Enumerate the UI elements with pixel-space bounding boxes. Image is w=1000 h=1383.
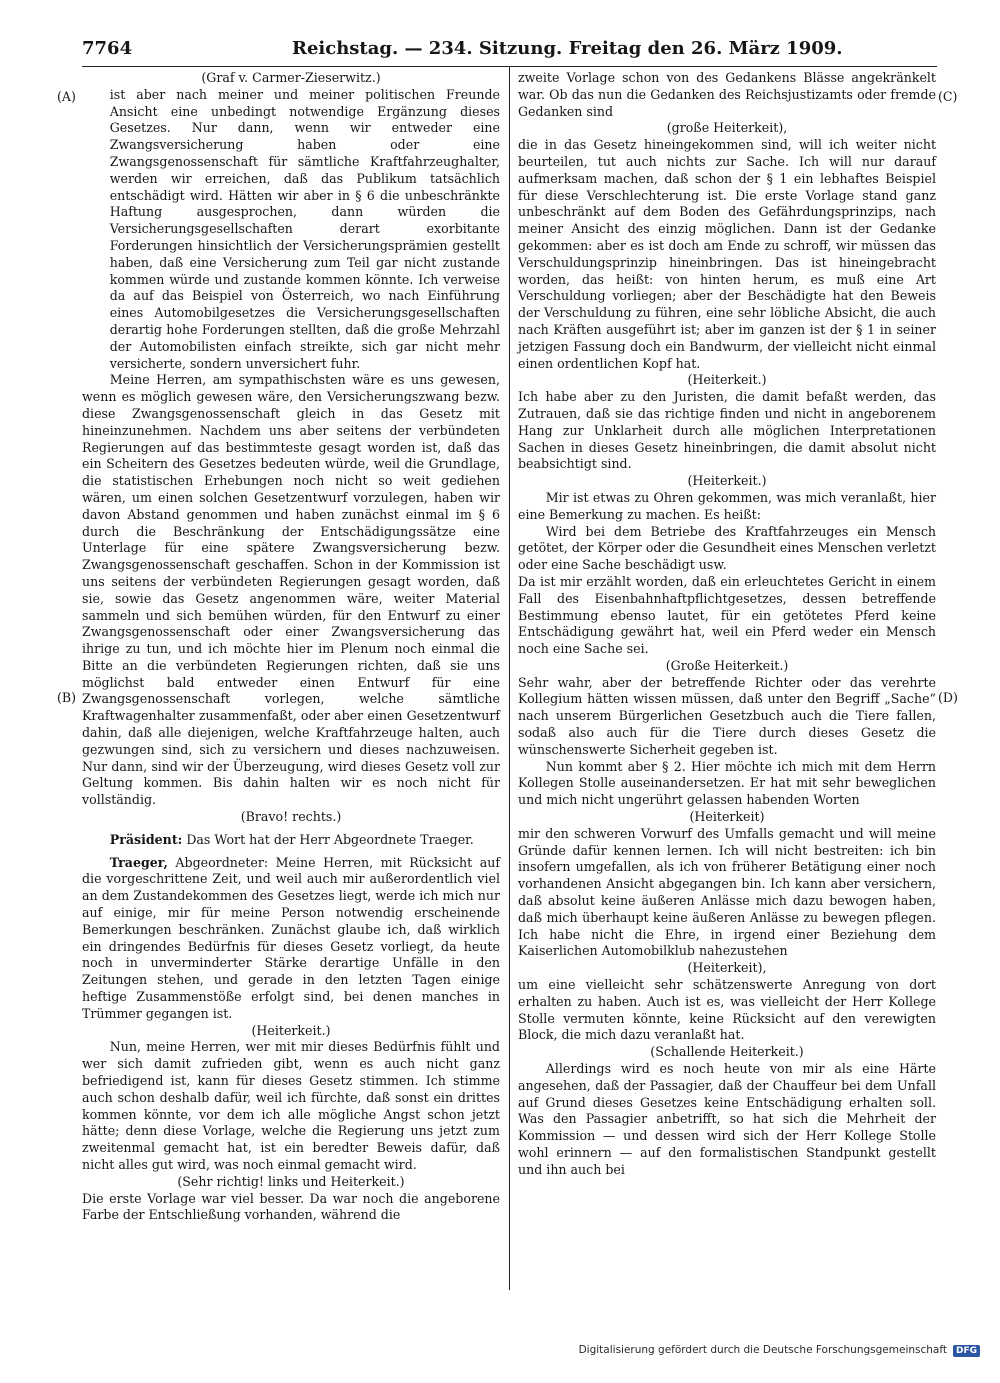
paragraph xyxy=(518,658,936,675)
footer xyxy=(579,1344,980,1357)
column-rule xyxy=(509,66,510,1290)
margin-marker-b: (B) xyxy=(57,690,77,705)
paragraph xyxy=(518,675,936,759)
paragraph xyxy=(82,1174,500,1191)
paragraph-text: um eine vielleicht sehr schätzenswerte Anregung von dort erhalten zu haben. Auch ist es, was vielleicht der Herr Kollege Stolle vermuten könnte, keine Rücksicht auf den verewigten Block, die mich dazu veranlaßt hat. xyxy=(518,977,936,1043)
paragraph xyxy=(82,1039,500,1173)
paragraph-text: Die erste Vorlage war viel besser. Da war noch die angeborene Farbe der Entschließung vorhanden, während die xyxy=(82,1190,500,1223)
paragraph xyxy=(518,960,936,977)
paragraph-text: die in das Gesetz hineingekommen sind, will ich weiter nicht beurteilen, tut auch nichts zur Sache. Ich will nur darauf aufmerksam machen, daß schon der § 1 ein lebhaftes Beispiel für diese Verschlechterung ist. Die erste Vorlage stand ganz unbeschränkt auf dem Boden des Gefährdungsprinzips, nach meiner Ansicht des einzig möglichen. Dann ist der Gedanke gekommen: aber es ist doch am Ende zu schroff, wir müssen das Verschuldungsprinzip hineinbringen. Das ist hineingebracht worden, das heißt: von hinten herum, es muß eine Art Verschuldung vorliegen; aber der Beschädigte hat den Beweis der Verschuldung zu führen, eine sehr löbliche Absicht, die auch nach Kräften ausgeführt ist; aber im ganzen ist der § 1 in seiner jetzigen Fassung doch ein Bandwurm, der vielleicht nicht einmal einen ordentlichen Kopf hat. xyxy=(518,137,936,371)
paragraph xyxy=(518,137,936,372)
page-header xyxy=(82,38,937,64)
paragraph-text: (Heiterkeit), xyxy=(687,960,767,976)
paragraph-text: (Bravo! rechts.) xyxy=(240,809,342,825)
paragraph xyxy=(82,70,500,87)
paragraph-text: mir den schweren Vorwurf des Umfalls gemacht und will meine Gründe dafür kennen lernen. Ich will nicht bestreiten: ich bin insofern umgefallen, als ich von früherer Betätigung einer noch vorhandenen Ansicht abgegangen bin. Ich kann aber versichern, daß absolut keine äußeren Anlässe mich dazu bewogen haben, daß mich überhaupt keine äußeren Anlässe zu bewegen pflegen. Ich habe nicht die Ehre, in irgend einer Beziehung dem Kaiserlichen Automobilklub nahezustehen xyxy=(518,825,936,959)
paragraph xyxy=(518,1061,936,1179)
paragraph-text: Nun, meine Herren, wer mit mir dieses Bedürfnis fühlt und wer sich damit zufrieden gibt, wenn es auch nicht ganz befriedigend ist, kann für dieses Gesetz stimmen. Ich stimme auch schon deshalb dafür, weil ich fürchte, daß sonst ein drittes kommen könnte, vor dem ich alle mögliche Angst schon jetzt hätte; denn diese Vorlage, welche die Regierung uns jetzt zum zweitenmal gemacht hat, ist ein beredter Beweis dafür, daß nicht alles gut wird, was noch einmal gemacht wird. xyxy=(82,1039,500,1172)
paragraph-text: (Heiterkeit.) xyxy=(687,372,767,388)
paragraph xyxy=(82,809,500,826)
paragraph-text: Das Wort hat der Herr Abgeordnete Traeger. xyxy=(182,831,474,847)
paragraph xyxy=(82,87,500,373)
paragraph xyxy=(518,389,936,473)
dfg-logo: DFG xyxy=(953,1345,980,1357)
paragraph xyxy=(518,70,936,120)
paragraph-text: Allerdings wird es noch heute von mir als eine Härte angesehen, daß der Passagier, daß der Chauffeur bei dem Unfall auf Grund dieses Gesetzes keine Entschädigung erhalten soll. Was den Passagier anbetrifft, so hat sich die Mehrheit der Kommission — und dessen wird sich der Herr Kollege Stolle wohl erinnern — auf den formalistischen Standpunkt gestellt und ihn auch bei xyxy=(518,1061,936,1177)
margin-marker-a: (A) xyxy=(57,89,76,104)
paragraph xyxy=(518,826,936,960)
paragraph-text: zweite Vorlage schon von des Gedankens Blässe angekränkelt war. Ob das nun die Gedanken des Reichsjustizamts oder fremde Gedanken sind xyxy=(518,70,936,119)
paragraph-text: (große Heiterkeit), xyxy=(666,120,788,136)
paragraph-text: (Sehr richtig! links und Heiterkeit.) xyxy=(177,1173,405,1189)
paragraph-text: (Große Heiterkeit.) xyxy=(665,657,789,673)
paragraph-text: Da ist mir erzählt worden, daß ein erleuchtetes Gericht in einem Fall des Eisenbahnhaftpflichtgesetzes, dessen betreffende Bestimmung ebenso lautet, für ein getötetes Pferd keine Entschädigung gewährt hat, weil ein Pferd weder ein Mensch noch eine Sache sei. xyxy=(518,573,936,657)
paragraph-text: Wird bei dem Betriebe des Kraftfahrzeuges ein Mensch getötet, der Körper oder die Gesundheit eines Menschen verletzt oder eine Sache beschädigt usw. xyxy=(518,523,936,573)
paragraph-text: Meine Herren, am sympathischsten wäre es uns gewesen, wenn es möglich gewesen wäre, den Versicherungszwang bezw. diese Zwangsgenossenschaft gleich in das Gesetz mit hineinzunehmen. Nachdem uns aber seitens der verbündeten Regierungen auf das bestimmteste gesagt worden ist, daß das ein Scheitern des Gesetzes bedeuten würde, weil die Grundlage, die statistischen Erhebungen noch nicht so weit gediehen wären, um einen solchen Gesetzentwurf vorzulegen, haben wir davon Abstand genommen und haben zunächst einmal im § 6 durch die Beschränkung der Entschädigungssätze eine Unterlage für eine spätere Zwangsversicherung bezw. Zwangsgenossenschaft geschaffen. Schon in der Kommission ist uns seitens der verbündeten Regierungen gesagt worden, daß sie, sowie das Gesetz angenommen wäre, weiter Material sammeln und sich bemühen würden, für den Entwurf zu einer Zwangsgenossenschaft oder einer Zwangsversicherung das ihrige zu tun, und ich möchte hier im Plenum noch einmal die Bitte an die verbündeten Regierungen richten, daß sie uns möglichst bald entweder einen Entwurf für eine Zwangsgenossenschaft vorlegen, welche sämtliche Kraftwagenhalter zusammenfaßt, oder aber einen Gesetzentwurf dahin, daß alle diejenigen, welche Kraftfahrzeuge halten, auch gezwungen sind, sich zu versichern und dieses nachzuweisen. Nur dann, sind wir der Überzeugung, wird dieses Gesetz voll zur Geltung kommen. Bis dahin halten wir es noch nicht für vollständig. xyxy=(82,372,500,808)
page-number: 7764 xyxy=(82,38,133,59)
paragraph xyxy=(518,809,936,826)
paragraph xyxy=(82,372,500,809)
paragraph xyxy=(518,524,936,574)
paragraph-text: ist aber nach meiner und meiner politischen Freunde Ansicht eine unbedingt notwendige Ergänzung dieses Gesetzes. Nur dann, wenn wir entweder eine Zwangsversicherung haben oder eine Zwangsgenossenschaft für sämtliche Kraftfahrzeughalter, werden wir erreichen, daß das Publikum tatsächlich entschädigt wird. Hätten wir aber in § 6 die unbeschränkte Haftung ausgesprochen, dann würden die Versicherungsgesellschaften derart exorbitante Forderungen hinsichtlich der Versicherungsprämien gestellt haben, daß eine Versicherung zum Teil gar nicht zustande kommen würde und zustande kommen könnte. Ich verweise da auf das Beispiel von Österreich, wo nach Einführung eines Automobilgesetzes die Versicherungsgesellschaften derartig hohe Forderungen stellten, daß die große Mehrzahl der Automobilisten einfach streikte, sich gar nicht mehr versicherte, sondern unversichert fuhr. xyxy=(109,86,500,371)
paragraph xyxy=(518,1044,936,1061)
speaker-name: Präsident: xyxy=(109,831,183,847)
paragraph-text: (Graf v. Carmer-Zieserwitz.) xyxy=(201,70,381,85)
paragraph-text: (Heiterkeit.) xyxy=(251,1022,331,1038)
paragraph-text: Ich habe aber zu den Juristen, die damit befaßt werden, das Zutrauen, daß sie das richtige finden und nicht in angeborenem Hang zur Unklarheit durch alle möglichen Interpretationen Sachen in dieses Gesetz hineinbringen, die damit absolut nicht beabsichtigt sind. xyxy=(518,389,936,472)
paragraph xyxy=(518,473,936,490)
right-column xyxy=(518,70,936,1179)
paragraph-text: (Heiterkeit) xyxy=(689,809,765,825)
left-column xyxy=(82,70,500,1224)
paragraph xyxy=(82,1191,500,1225)
margin-marker-d: (D) xyxy=(938,690,958,705)
paragraph-text: Nun kommt aber § 2. Hier möchte ich mich mit dem Herrn Kollegen Stolle auseinandersetzen. Er hat mit sehr beweglichen und mich nicht ungerührt gelassen habenden Worten xyxy=(518,758,936,808)
paragraph xyxy=(518,372,936,389)
paragraph-text: (Heiterkeit.) xyxy=(687,473,767,489)
footer-credit: Digitalisierung gefördert durch die Deutsche Forschungsgemeinschaft xyxy=(578,1344,947,1356)
paragraph xyxy=(518,759,936,809)
paragraph xyxy=(82,1023,500,1040)
paragraph xyxy=(518,977,936,1044)
paragraph xyxy=(82,855,500,1023)
paragraph xyxy=(518,490,936,524)
speaker-name: Traeger, xyxy=(109,854,168,870)
paragraph-text: (Schallende Heiterkeit.) xyxy=(650,1044,804,1060)
paragraph xyxy=(518,574,936,658)
paragraph xyxy=(82,832,500,849)
paragraph-text: Mir ist etwas zu Ohren gekommen, was mich veranlaßt, hier eine Bemerkung zu machen. Es heißt: xyxy=(518,489,936,522)
paragraph xyxy=(518,120,936,137)
paragraph-text: Sehr wahr, aber der betreffende Richter oder das verehrte Kollegium hätten wissen müssen, daß unter den Begriff „Sache“ nach unserem Bürgerlichen Gesetzbuch auch die Tiere fallen, sodaß also auch für die Tiere durch dieses Gesetz die wünschenswerte Sicherheit gegeben ist. xyxy=(518,674,936,757)
margin-marker-c: (C) xyxy=(938,89,958,104)
header-title: Reichstag. — 234. Sitzung. Freitag den 26. März 1909. xyxy=(292,38,843,59)
paragraph-text: Abgeordneter: Meine Herren, mit Rücksicht auf die vorgeschrittene Zeit, und weil auch mir außerordentlich viel an dem Zustandekommen des Gesetzes liegt, werde ich mich nur auf einige, mir für meine Person notwendig erscheinende Bemerkungen beschränken. Zunächst glaube ich, daß wirklich ein dringendes Bedürfnis für dieses Gesetz vorliegt, da heute noch in unverminderter Stärke derartige Unfälle in den Zeitungen stehen, und gerade in den letzten Tagen einige heftige Zusammenstöße erfolgt sind, bei denen manches in Trümmer gegangen ist. xyxy=(82,854,500,1021)
